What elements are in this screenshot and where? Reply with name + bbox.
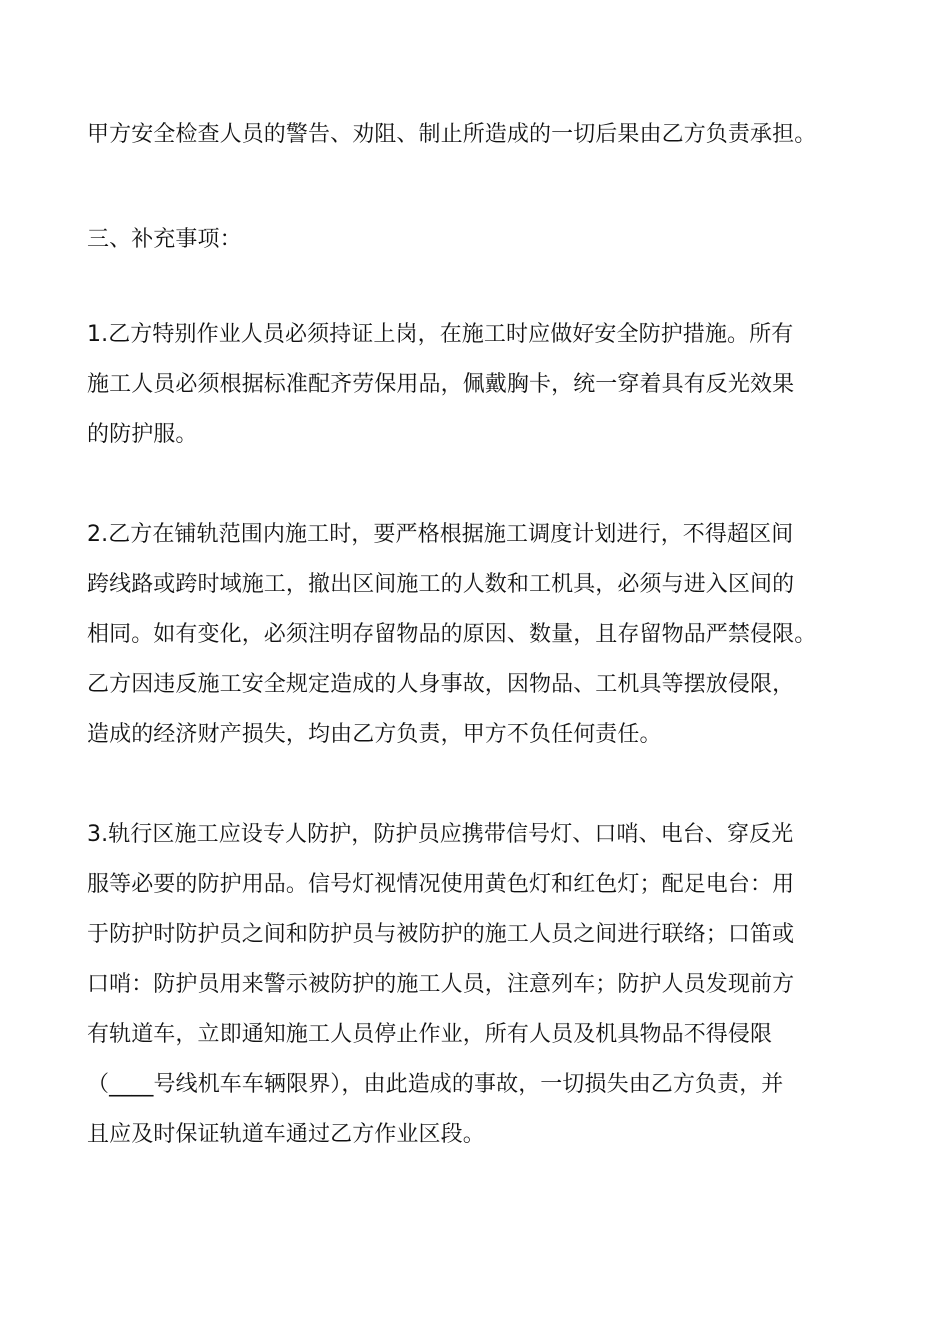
item-2-line-3: 相同。如有变化，必须注明存留物品的原因、数量，且存留物品严禁侵限。: [87, 622, 817, 647]
item-1-line-2: 施工人员必须根据标准配齐劳保用品，佩戴胸卡，统一穿着具有反光效果: [87, 372, 795, 397]
item-3-line-2: 服等必要的防护用品。信号灯视情况使用黄色灯和红色灯；配足电台：用: [87, 872, 795, 897]
item-1-line-1: 1.乙方特别作业人员必须持证上岗，在施工时应做好安全防护措施。所有: [87, 322, 794, 347]
item-3-line-4: 口哨：防护员用来警示被防护的施工人员，注意列车；防护人员发现前方: [87, 972, 795, 997]
item-2-line-2: 跨线路或跨时域施工，撤出区间施工的人数和工机具，必须与进入区间的: [87, 572, 795, 597]
item-1-line-3: 的防护服。: [87, 422, 198, 447]
item-3-line-3: 于防护时防护员之间和防护员与被防护的施工人员之间进行联络；口笛或: [87, 922, 795, 947]
item-3-line-1: 3.轨行区施工应设专人防护，防护员应携带信号灯、口哨、电台、穿反光: [87, 822, 794, 847]
item-3-line-7: 且应及时保证轨道车通过乙方作业区段。: [87, 1122, 485, 1147]
item-3-line-6: （____号线机车车辆限界），由此造成的事故，一切损失由乙方负责，并: [87, 1072, 784, 1097]
item-2-line-5: 造成的经济财产损失，均由乙方负责，甲方不负任何责任。: [87, 722, 662, 747]
item-2-line-1: 2.乙方在铺轨范围内施工时，要严格根据施工调度计划进行，不得超区间: [87, 522, 794, 547]
item-3-line-5: 有轨道车，立即通知施工人员停止作业，所有人员及机具物品不得侵限: [87, 1022, 773, 1047]
item-2-line-4: 乙方因违反施工安全规定造成的人身事故，因物品、工机具等摆放侵限，: [87, 672, 795, 697]
section-heading: 三、补充事项：: [87, 227, 242, 252]
paragraph-continuation: 甲方安全检查人员的警告、劝阻、制止所造成的一切后果由乙方负责承担。: [87, 122, 817, 147]
